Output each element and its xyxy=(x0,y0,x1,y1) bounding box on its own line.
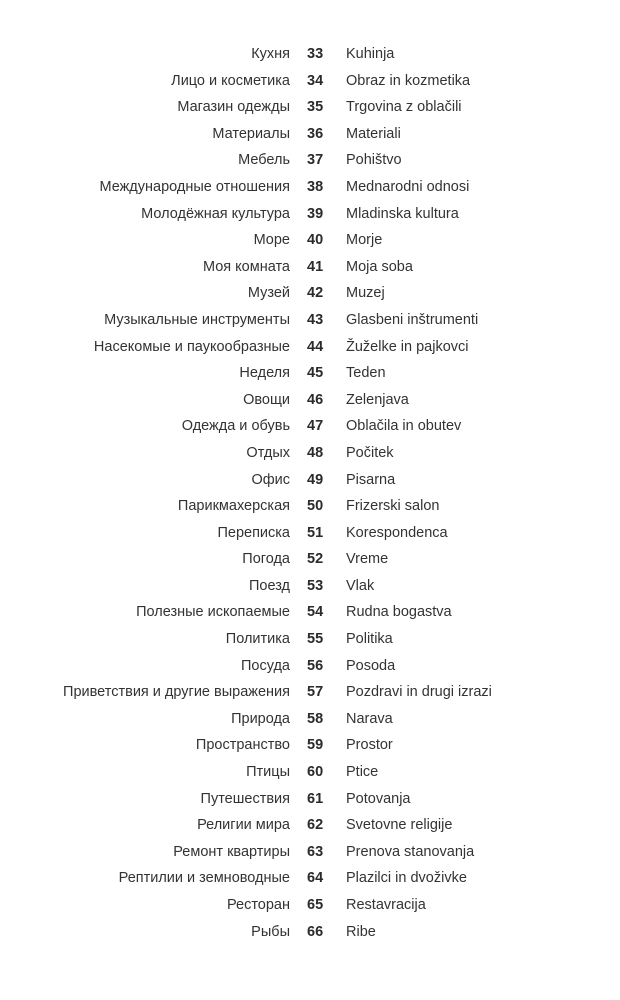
slovenian-topic-label: Narava xyxy=(346,710,393,727)
page-number: 35 xyxy=(307,99,324,116)
russian-topic-label: Кухня xyxy=(251,46,290,62)
russian-topic-label: Музей xyxy=(247,285,290,302)
page-number: 42 xyxy=(307,285,324,302)
russian-topic-label: Овощи xyxy=(243,391,290,408)
page-number: 59 xyxy=(307,737,324,754)
russian-topic-label: Природа xyxy=(231,710,290,727)
page-number: 51 xyxy=(307,524,324,541)
russian-topic-label: Религии мира xyxy=(197,817,290,834)
russian-topic-label: Отдых xyxy=(246,444,290,461)
page-number: 33 xyxy=(307,46,324,62)
russian-topic-label: Поезд xyxy=(248,577,290,594)
index-row xyxy=(0,867,620,894)
page-number: 43 xyxy=(307,311,324,328)
russian-topic-label: Офис xyxy=(251,471,290,488)
russian-topic-label: Моя комната xyxy=(202,258,290,275)
slovenian-topic-label: Potovanja xyxy=(346,790,411,807)
index-row xyxy=(0,814,620,841)
slovenian-topic-label: Pozdravi in drugi izrazi xyxy=(346,684,492,701)
slovenian-topic-label: Materiali xyxy=(346,125,401,142)
index-row xyxy=(0,229,620,256)
index-row xyxy=(0,841,620,868)
slovenian-topic-label: Mednarodni odnosi xyxy=(346,178,470,195)
index-row xyxy=(0,123,620,150)
slovenian-topic-label: Ptice xyxy=(346,764,379,781)
slovenian-topic-label: Plazilci in dvoživke xyxy=(346,870,467,887)
index-row xyxy=(0,415,620,442)
russian-topic-label: Погода xyxy=(242,551,290,568)
topic-index xyxy=(0,43,620,947)
index-row xyxy=(0,734,620,761)
slovenian-topic-label: Mladinska kultura xyxy=(346,205,459,222)
slovenian-topic-label: Obraz in kozmetika xyxy=(346,72,471,89)
page-number: 57 xyxy=(307,684,324,701)
index-row xyxy=(0,176,620,203)
page-number: 48 xyxy=(307,444,324,461)
page-number: 50 xyxy=(307,498,324,515)
russian-topic-label: Политика xyxy=(225,631,290,648)
slovenian-topic-label: Restavracija xyxy=(346,897,426,913)
index-row xyxy=(0,282,620,309)
russian-topic-label: Ресторан xyxy=(226,897,290,913)
slovenian-topic-label: Žuželke in pajkovci xyxy=(346,338,469,355)
slovenian-topic-label: Oblačila in obutev xyxy=(346,418,462,435)
page-number: 65 xyxy=(307,897,324,913)
slovenian-topic-label: Prostor xyxy=(346,737,393,754)
page-number: 37 xyxy=(307,152,324,169)
slovenian-topic-label: Korespondenca xyxy=(346,524,448,541)
page-number: 62 xyxy=(307,817,324,834)
index-row xyxy=(0,149,620,176)
index-row xyxy=(0,601,620,628)
russian-topic-label: Неделя xyxy=(239,365,290,382)
russian-topic-label: Насекомые и паукообразные xyxy=(93,338,290,355)
slovenian-topic-label: Kuhinja xyxy=(346,46,395,62)
russian-topic-label: Птицы xyxy=(246,764,290,781)
russian-topic-label: Лицо и косметика xyxy=(171,72,290,89)
russian-topic-label: Молодёжная культура xyxy=(141,205,290,222)
index-row xyxy=(0,761,620,788)
index-row xyxy=(0,548,620,575)
russian-topic-label: Полезные ископаемые xyxy=(136,604,290,621)
russian-topic-label: Рыбы xyxy=(251,923,290,940)
russian-topic-label: Рептилии и земноводные xyxy=(118,870,290,887)
russian-topic-label: Материалы xyxy=(212,125,290,142)
slovenian-topic-label: Trgovina z oblačili xyxy=(346,99,462,116)
russian-topic-label: Путешествия xyxy=(200,790,290,807)
index-row xyxy=(0,362,620,389)
page-number: 53 xyxy=(307,577,324,594)
index-row xyxy=(0,681,620,708)
page-number: 40 xyxy=(307,232,324,249)
index-row xyxy=(0,469,620,496)
index-row xyxy=(0,442,620,469)
slovenian-topic-label: Pisarna xyxy=(346,471,396,488)
page-number: 60 xyxy=(307,764,324,781)
slovenian-topic-label: Frizerski salon xyxy=(346,498,440,515)
russian-topic-label: Международные отношения xyxy=(99,178,290,195)
russian-topic-label: Пространство xyxy=(195,737,290,754)
russian-topic-label: Посуда xyxy=(240,657,290,674)
slovenian-topic-label: Posoda xyxy=(346,657,396,674)
page-number: 55 xyxy=(307,631,324,648)
index-row xyxy=(0,70,620,97)
page-number: 49 xyxy=(307,471,324,488)
slovenian-topic-label: Rudna bogastva xyxy=(346,604,452,621)
page-number: 36 xyxy=(307,125,324,142)
index-row xyxy=(0,522,620,549)
index-row xyxy=(0,389,620,416)
page-number: 63 xyxy=(307,843,324,860)
slovenian-topic-label: Ribe xyxy=(346,923,376,940)
index-row xyxy=(0,96,620,123)
index-row xyxy=(0,495,620,522)
russian-topic-label: Ремонт квартиры xyxy=(173,843,290,860)
slovenian-topic-label: Vreme xyxy=(346,551,389,568)
page-number: 54 xyxy=(307,604,324,621)
index-row xyxy=(0,203,620,230)
page-number: 58 xyxy=(307,710,324,727)
page-number: 52 xyxy=(307,551,324,568)
page-number: 66 xyxy=(307,923,324,940)
slovenian-topic-label: Zelenjava xyxy=(346,391,409,408)
index-row xyxy=(0,43,620,70)
russian-topic-label: Музыкальные инструменты xyxy=(104,311,290,328)
page-number: 56 xyxy=(307,657,324,674)
slovenian-topic-label: Pohištvo xyxy=(346,152,402,169)
index-row xyxy=(0,575,620,602)
index-row xyxy=(0,708,620,735)
russian-topic-label: Магазин одежды xyxy=(177,99,290,116)
slovenian-topic-label: Politika xyxy=(346,631,393,648)
index-row xyxy=(0,256,620,283)
page-number: 44 xyxy=(307,338,324,355)
page-number: 64 xyxy=(307,870,324,887)
russian-topic-label: Мебель xyxy=(238,152,290,169)
index-row xyxy=(0,894,620,921)
slovenian-topic-label: Vlak xyxy=(346,577,375,594)
slovenian-topic-label: Moja soba xyxy=(346,258,413,275)
slovenian-topic-label: Muzej xyxy=(346,285,385,302)
slovenian-topic-label: Morje xyxy=(346,232,383,249)
russian-topic-label: Парикмахерская xyxy=(177,498,290,515)
index-row xyxy=(0,788,620,815)
slovenian-topic-label: Svetovne religije xyxy=(346,817,453,834)
russian-topic-label: Переписка xyxy=(217,524,290,541)
slovenian-topic-label: Glasbeni inštrumenti xyxy=(346,311,479,328)
index-row xyxy=(0,921,620,948)
page-number: 39 xyxy=(307,205,324,222)
slovenian-topic-label: Počitek xyxy=(346,444,394,461)
index-row xyxy=(0,336,620,363)
page-number: 61 xyxy=(307,790,324,807)
page-number: 45 xyxy=(307,365,324,382)
page-number: 41 xyxy=(307,258,324,275)
russian-topic-label: Море xyxy=(253,232,290,249)
russian-topic-label: Приветствия и другие выражения xyxy=(63,684,290,701)
russian-topic-label: Одежда и обувь xyxy=(181,418,290,435)
slovenian-topic-label: Prenova stanovanja xyxy=(346,843,475,860)
index-row xyxy=(0,628,620,655)
page-number: 46 xyxy=(307,391,324,408)
page-number: 38 xyxy=(307,178,324,195)
index-row xyxy=(0,655,620,682)
slovenian-topic-label: Teden xyxy=(346,365,386,382)
page-number: 34 xyxy=(307,72,324,89)
index-row xyxy=(0,309,620,336)
page-number: 47 xyxy=(307,418,324,435)
